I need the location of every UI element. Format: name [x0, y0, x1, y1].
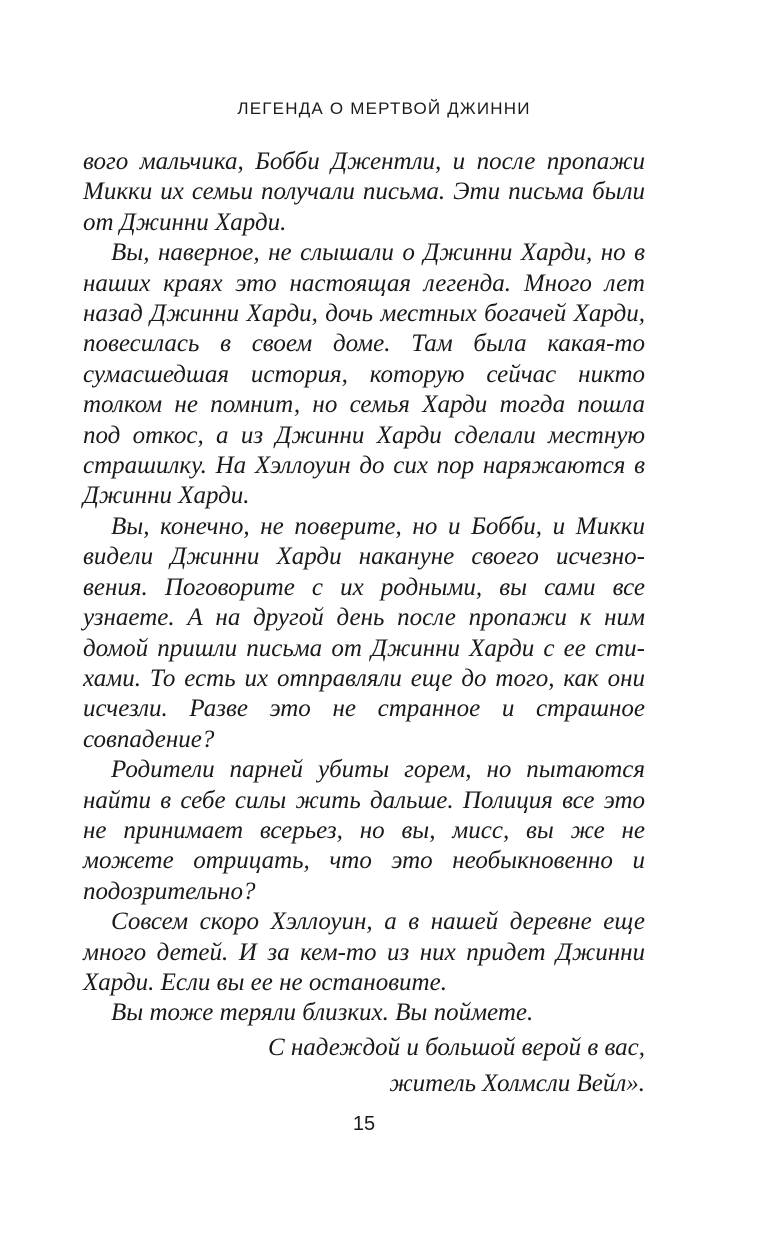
paragraph: Родители парней убиты горем, но пытаются найти в себе силы жить дальше. Полиция все это не принимает всерьез, но вы, мисс, вы же не можете отрицать, что это необыкновенно и подозрительно?	[83, 756, 645, 905]
paragraph: Вы, конечно, не поверите, но и Бобби, и Микки видели Джинни Харди накануне своего исчезновения. Поговорите с их родными, вы сами все узнаете. А на другой день после пропажи к ним домой пришли письма от Джинни Харди с ее стихами. То есть их отправляли еще до того, как они исчезли. Разве это не странное и страшное совпадение?	[83, 512, 645, 753]
signature-line: С надеждой и большой верой в вас,	[267, 1034, 645, 1061]
paragraph: Вы, наверное, не слышали о Джинни Харди, но в наших краях это настоящая легенда. Много лет назад Джинни Харди, дочь местных богачей Харди, повесилась в своем доме. Там была какая-то сумасшедшая история, которую сейчас никто толком не помнит, но семья Харди тогда пошла под откос, а из Джинни Харди сделали местную страшилку. На Хэллоуин до сих пор наряжаются в Джинни Харди.	[83, 239, 645, 510]
running-head: ЛЕГЕНДА О МЕРТВОЙ ДЖИННИ	[237, 99, 531, 118]
paragraph: Вы тоже теряли близких. Вы поймете.	[111, 999, 534, 1027]
body-text	[83, 147, 645, 1029]
letter-signature	[268, 1030, 645, 1102]
paragraph: Совсем скоро Хэллоуин, а в нашей деревне еще много детей. И за кем-то из них придет Джинни Харди. Если вы ее не остановите.	[83, 908, 645, 996]
signature-line: житель Холмсли Вейл».	[389, 1070, 645, 1097]
page-number: 15	[352, 1113, 376, 1135]
paragraph: вого мальчика, Бобби Джентли, и после пропажи Микки их семьи получали письма. Эти письма были от Джинни Харди.	[83, 148, 645, 236]
